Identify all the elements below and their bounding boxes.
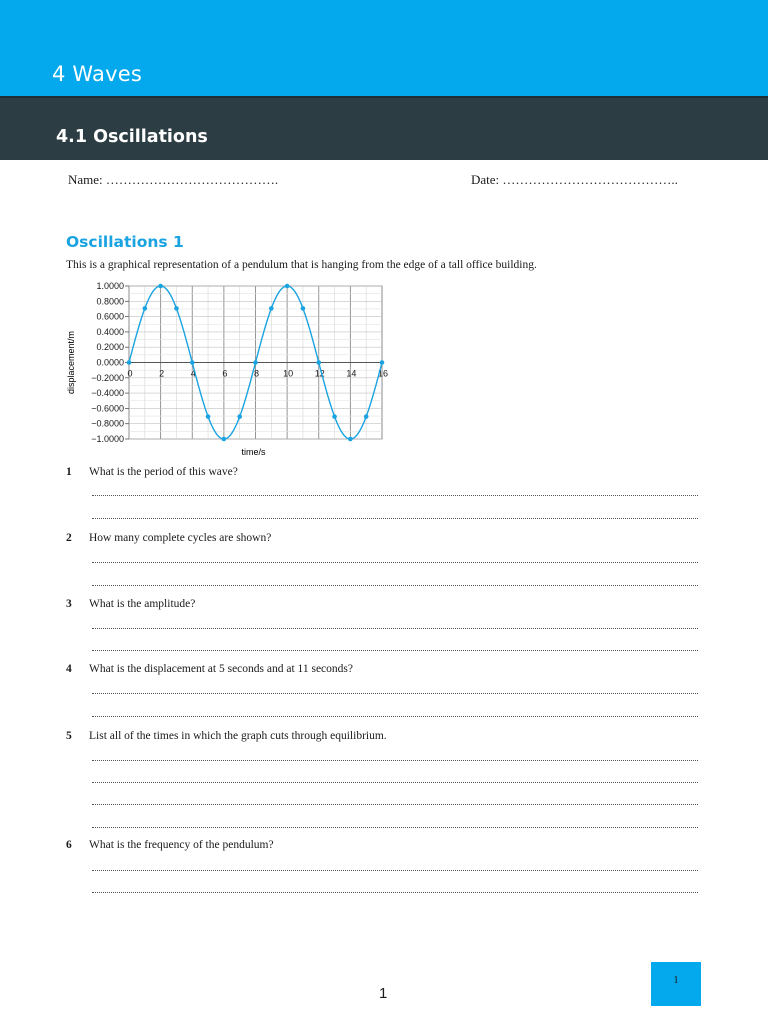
question-number: 6 bbox=[66, 839, 72, 851]
answer-line[interactable] bbox=[92, 827, 698, 828]
x-tick-label: 0 bbox=[127, 368, 133, 379]
data-point bbox=[237, 414, 242, 419]
question-text: What is the displacement at 5 seconds and at 11 seconds? bbox=[89, 663, 353, 675]
answer-line[interactable] bbox=[92, 562, 698, 563]
question-text: List all of the times in which the graph cuts through equilibrium. bbox=[89, 730, 387, 742]
y-tick-label: 0.0000 bbox=[96, 357, 124, 368]
y-tick-label: −1.0000 bbox=[91, 434, 124, 444]
name-field[interactable]: Name: …………………………………. bbox=[68, 172, 279, 187]
data-point bbox=[190, 360, 195, 365]
date-field[interactable]: Date: ………………………………….. bbox=[471, 172, 678, 187]
x-tick-label: 14 bbox=[346, 368, 357, 379]
answer-line[interactable] bbox=[92, 760, 698, 761]
x-tick-label: 10 bbox=[283, 368, 294, 379]
y-axis-label: displacement/m bbox=[66, 330, 76, 395]
section-heading: Oscillations 1 bbox=[66, 233, 184, 251]
answer-line[interactable] bbox=[92, 628, 698, 629]
data-point bbox=[143, 306, 148, 311]
data-point bbox=[348, 437, 353, 442]
x-tick-label: 12 bbox=[314, 368, 325, 379]
data-point bbox=[222, 437, 227, 442]
data-point bbox=[316, 360, 321, 365]
answer-line[interactable] bbox=[92, 716, 698, 717]
x-tick-label: 6 bbox=[222, 368, 228, 379]
answer-line[interactable] bbox=[92, 892, 698, 893]
answer-line[interactable] bbox=[92, 518, 698, 519]
data-point bbox=[206, 414, 211, 419]
question-number: 3 bbox=[66, 598, 72, 610]
y-tick-label: 0.6000 bbox=[96, 311, 124, 322]
y-tick-label: −0.6000 bbox=[91, 403, 124, 414]
answer-line[interactable] bbox=[92, 650, 698, 651]
page-number: 1 bbox=[379, 985, 388, 1002]
answer-line[interactable] bbox=[92, 585, 698, 586]
x-tick-label: 4 bbox=[190, 368, 196, 379]
data-point bbox=[285, 284, 290, 289]
question-number: 5 bbox=[66, 730, 72, 742]
y-tick-label: −0.8000 bbox=[91, 418, 124, 429]
data-point bbox=[253, 360, 258, 365]
data-point bbox=[380, 360, 385, 365]
y-tick-label: 0.4000 bbox=[96, 326, 124, 337]
question-number: 2 bbox=[66, 532, 72, 544]
question-text: How many complete cycles are shown? bbox=[89, 532, 272, 544]
question-text: What is the frequency of the pendulum? bbox=[89, 839, 274, 851]
data-point bbox=[158, 284, 163, 289]
data-point bbox=[301, 306, 306, 311]
data-point bbox=[364, 414, 369, 419]
y-tick-labels bbox=[91, 281, 129, 444]
chapter-title: 4 Waves bbox=[52, 62, 143, 86]
question-number: 1 bbox=[66, 466, 72, 478]
y-tick-label: −0.4000 bbox=[91, 388, 124, 399]
answer-line[interactable] bbox=[92, 782, 698, 783]
x-tick-label: 8 bbox=[253, 368, 260, 379]
x-tick-label: 2 bbox=[159, 368, 165, 379]
displacement-time-chart bbox=[0, 270, 420, 460]
y-tick-label: 1.0000 bbox=[96, 281, 124, 291]
page-number-badge: 1 bbox=[651, 962, 701, 1006]
intro-text: This is a graphical representation of a pendulum that is hanging from the edge of a tall office building. bbox=[66, 259, 537, 271]
data-point bbox=[127, 360, 132, 365]
data-point bbox=[269, 306, 274, 311]
question-text: What is the period of this wave? bbox=[89, 466, 238, 478]
answer-line[interactable] bbox=[92, 804, 698, 805]
question-text: What is the amplitude? bbox=[89, 598, 196, 610]
question-number: 4 bbox=[66, 663, 72, 675]
x-tick-label: 16 bbox=[377, 368, 389, 379]
data-point bbox=[174, 306, 179, 311]
x-axis-label: time/s bbox=[241, 447, 266, 457]
y-tick-label: 0.8000 bbox=[96, 296, 124, 307]
answer-line[interactable] bbox=[92, 693, 698, 694]
answer-line[interactable] bbox=[92, 870, 698, 871]
section-title: 4.1 Oscillations bbox=[56, 127, 208, 147]
y-tick-label: 0.2000 bbox=[96, 342, 124, 353]
y-tick-label: −0.2000 bbox=[91, 372, 124, 383]
data-point bbox=[332, 414, 337, 419]
answer-line[interactable] bbox=[92, 495, 698, 496]
